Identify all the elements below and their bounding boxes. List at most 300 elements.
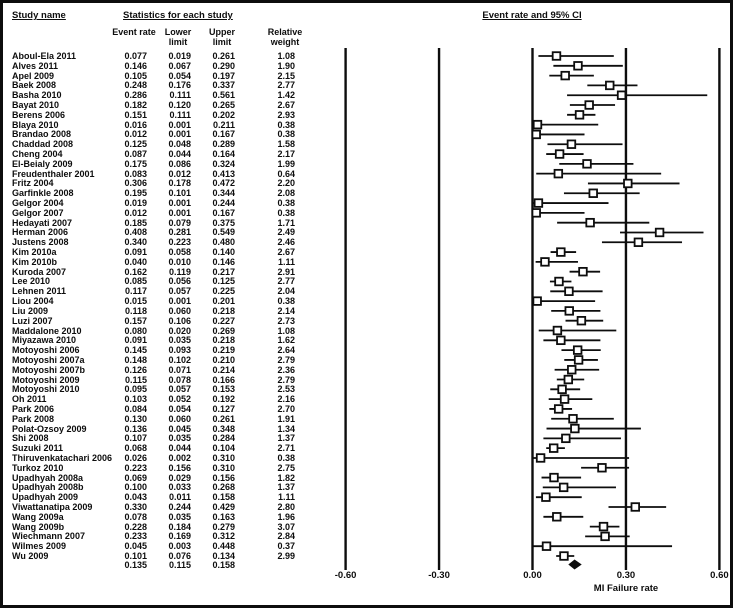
upper-limit-value: 0.310 <box>212 462 235 473</box>
event-rate-value: 0.118 <box>124 305 147 316</box>
upper-limit-value: 0.167 <box>212 129 235 140</box>
upper-limit-value: 0.310 <box>212 452 235 463</box>
lower-limit-value: 0.184 <box>168 521 191 532</box>
event-rate-value: 0.084 <box>124 403 147 414</box>
event-rate-marker <box>543 542 551 550</box>
event-rate-value: 0.080 <box>124 325 147 336</box>
lower-limit-value: 0.056 <box>168 276 191 287</box>
study-name: Bayat 2010 <box>12 100 60 111</box>
event-rate-value: 0.019 <box>124 198 147 209</box>
event-rate-value: 0.126 <box>124 364 147 375</box>
lower-limit-value: 0.035 <box>168 335 191 346</box>
upper-limit-value: 0.265 <box>212 100 235 111</box>
lower-limit-value: 0.111 <box>169 109 191 120</box>
event-rate-marker <box>574 62 582 70</box>
lower-limit-value: 0.101 <box>168 188 191 199</box>
event-rate-value: 0.012 <box>124 129 147 140</box>
event-rate-marker <box>618 91 626 99</box>
column-header-relative-weight: Relative weight <box>267 27 303 47</box>
upper-limit-value: 0.134 <box>212 551 235 561</box>
study-name: Berens 2006 <box>12 109 66 120</box>
lower-limit-value: 0.119 <box>168 266 191 277</box>
relative-weight-value: 2.79 <box>277 374 295 385</box>
study-name: Luzi 2007 <box>12 315 53 326</box>
upper-limit-value: 0.197 <box>212 70 235 81</box>
event-rate-marker <box>542 493 550 501</box>
relative-weight-value: 1.42 <box>277 90 295 101</box>
relative-weight-value: 2.46 <box>277 237 295 248</box>
study-name: Wiechmann 2007 <box>12 531 85 542</box>
upper-limit-value: 0.344 <box>212 188 235 199</box>
event-rate-marker <box>624 180 632 188</box>
relative-weight-value: 1.62 <box>277 335 295 346</box>
x-axis-label: MI Failure rate <box>593 583 659 594</box>
event-rate-marker <box>558 386 566 394</box>
lower-limit-value: 0.048 <box>168 139 191 150</box>
event-rate-value: 0.125 <box>124 139 147 150</box>
upper-limit-value: 0.167 <box>212 207 235 218</box>
lower-limit-value: 0.044 <box>168 443 191 454</box>
lower-limit-value: 0.076 <box>168 551 191 561</box>
relative-weight-value: 2.67 <box>277 100 295 111</box>
event-rate-marker <box>562 435 570 443</box>
study-name: Baek 2008 <box>12 80 57 91</box>
event-rate-marker <box>556 150 564 158</box>
event-rate-marker <box>560 552 568 560</box>
lower-limit-value: 0.120 <box>168 100 191 111</box>
relative-weight-value: 2.77 <box>277 80 295 91</box>
event-rate-value: 0.330 <box>124 501 147 512</box>
column-header-upper-limit: Upper limit <box>208 27 235 47</box>
x-axis-tick-label: -0.60 <box>334 570 357 581</box>
relative-weight-value: 0.38 <box>277 296 295 307</box>
study-name: Miyazawa 2010 <box>12 335 77 346</box>
event-rate-value: 0.095 <box>124 384 147 395</box>
event-rate-marker <box>583 160 591 168</box>
relative-weight-value: 2.75 <box>277 462 295 473</box>
event-rate-value: 0.083 <box>124 168 147 179</box>
event-rate-marker <box>561 395 569 403</box>
event-rate-marker <box>600 523 608 531</box>
event-rate-marker <box>555 405 563 413</box>
event-rate-value: 0.091 <box>124 335 147 346</box>
relative-weight-value: 2.17 <box>277 149 295 160</box>
upper-limit-value: 0.289 <box>212 139 235 150</box>
statistics-group-header: Statistics for each study <box>123 10 233 21</box>
lower-limit-value: 0.010 <box>168 256 191 267</box>
study-name: Upadhyah 2008a <box>12 472 84 483</box>
upper-limit-value: 0.158 <box>212 492 235 503</box>
study-name: Blaya 2010 <box>12 119 59 130</box>
event-rate-value: 0.012 <box>124 207 147 218</box>
study-name: Brandao 2008 <box>12 129 72 140</box>
study-name: Polat-Ozsoy 2009 <box>12 423 87 434</box>
relative-weight-value: 2.71 <box>277 443 295 454</box>
lower-limit-value: 0.281 <box>168 227 191 238</box>
upper-limit-value: 0.153 <box>212 384 235 395</box>
relative-weight-value: 1.82 <box>277 472 295 483</box>
lower-limit-value: 0.001 <box>168 198 191 209</box>
study-name: Viwattanatipa 2009 <box>12 501 93 512</box>
event-rate-marker <box>541 258 549 266</box>
lower-limit-value: 0.106 <box>168 315 191 326</box>
event-rate-marker <box>578 317 586 325</box>
event-rate-value: 0.016 <box>124 119 147 130</box>
lower-limit-value: 0.071 <box>168 364 191 375</box>
relative-weight-value: 2.20 <box>277 178 295 189</box>
upper-limit-value: 0.561 <box>212 90 235 101</box>
upper-limit-value: 0.324 <box>212 158 235 169</box>
lower-limit-value: 0.001 <box>168 296 191 307</box>
upper-limit-value: 0.261 <box>212 413 235 424</box>
study-name: Lehnen 2011 <box>12 286 67 297</box>
upper-limit-value: 0.104 <box>212 443 235 454</box>
plot-title: Event rate and 95% CI <box>482 10 582 21</box>
event-rate-marker <box>553 513 561 521</box>
relative-weight-value: 2.99 <box>277 551 295 561</box>
event-rate-marker <box>574 346 582 354</box>
event-rate-value: 0.175 <box>124 158 147 169</box>
event-rate-value: 0.107 <box>124 433 147 444</box>
study-name: Liou 2004 <box>12 296 54 307</box>
relative-weight-value: 2.49 <box>277 227 295 238</box>
relative-weight-value: 0.37 <box>277 541 295 552</box>
event-rate-value: 0.100 <box>124 482 147 493</box>
lower-limit-value: 0.035 <box>168 433 191 444</box>
study-name: Wu 2009 <box>12 551 49 561</box>
study-name: Alves 2011 <box>12 60 59 71</box>
event-rate-marker <box>553 52 561 60</box>
study-name: Kim 2010a <box>12 247 57 258</box>
study-name: Suzuki 2011 <box>12 443 64 454</box>
lower-limit-value: 0.086 <box>168 158 191 169</box>
study-name: Motoyoshi 2006 <box>12 345 80 356</box>
event-rate-value: 0.101 <box>124 551 147 561</box>
event-rate-marker <box>606 82 614 90</box>
event-rate-marker <box>550 444 558 452</box>
event-rate-value: 0.130 <box>124 413 147 424</box>
lower-limit-value: 0.093 <box>168 345 191 356</box>
lower-limit-value: 0.003 <box>168 541 191 552</box>
study-name: Fritz 2004 <box>12 178 54 189</box>
event-rate-value: 0.040 <box>124 256 147 267</box>
event-rate-value: 0.248 <box>124 80 147 91</box>
upper-limit-value: 0.140 <box>212 247 235 258</box>
study-name: Lee 2010 <box>12 276 51 287</box>
column-header-lower-limit: Lower limit <box>164 27 192 47</box>
event-rate-value: 0.185 <box>124 217 147 228</box>
event-rate-value: 0.145 <box>124 345 147 356</box>
relative-weight-value: 2.15 <box>277 70 295 81</box>
upper-limit-value: 0.201 <box>212 296 235 307</box>
lower-limit-value: 0.169 <box>168 531 191 542</box>
relative-weight-value: 2.14 <box>277 305 295 316</box>
event-rate-marker <box>601 533 609 541</box>
event-rate-value: 0.103 <box>124 394 147 405</box>
event-rate-value: 0.135 <box>124 559 147 570</box>
event-rate-marker <box>598 464 606 472</box>
event-rate-value: 0.182 <box>124 100 147 111</box>
event-rate-value: 0.043 <box>124 492 147 503</box>
column-header-event-rate: Event rate <box>112 27 156 37</box>
event-rate-value: 0.157 <box>124 315 147 326</box>
event-rate-marker <box>555 278 563 286</box>
event-rate-marker <box>635 238 643 246</box>
upper-limit-value: 0.219 <box>212 345 235 356</box>
event-rate-value: 0.026 <box>124 452 147 463</box>
event-rate-value: 0.077 <box>124 51 147 61</box>
lower-limit-value: 0.102 <box>168 354 191 365</box>
upper-limit-value: 0.549 <box>212 227 235 238</box>
upper-limit-value: 0.284 <box>212 433 235 444</box>
relative-weight-value: 2.36 <box>277 364 295 375</box>
event-rate-marker <box>561 72 569 80</box>
upper-limit-value: 0.127 <box>212 403 235 414</box>
event-rate-marker <box>656 229 664 237</box>
study-name-column-header: Study name <box>12 10 66 21</box>
relative-weight-value: 1.08 <box>277 325 295 336</box>
study-name: Chaddad 2008 <box>12 139 74 150</box>
upper-limit-value: 0.269 <box>212 325 235 336</box>
study-name: Garfinkle 2008 <box>12 188 74 199</box>
event-rate-value: 0.408 <box>124 227 147 238</box>
lower-limit-value: 0.178 <box>168 178 191 189</box>
event-rate-marker <box>550 474 558 482</box>
relative-weight-value: 3.07 <box>277 521 295 532</box>
upper-limit-value: 0.375 <box>212 217 235 228</box>
study-name: Motoyoshi 2007b <box>12 364 86 375</box>
event-rate-marker <box>532 209 540 217</box>
lower-limit-value: 0.011 <box>168 492 191 503</box>
upper-limit-value: 0.214 <box>212 364 235 375</box>
upper-limit-value: 0.202 <box>212 109 235 120</box>
event-rate-marker <box>576 111 584 119</box>
x-axis-tick-label: -0.30 <box>428 570 450 581</box>
event-rate-value: 0.286 <box>124 90 147 101</box>
event-rate-value: 0.105 <box>124 70 147 81</box>
upper-limit-value: 0.268 <box>212 482 235 493</box>
upper-limit-value: 0.413 <box>212 168 235 179</box>
study-name: Shi 2008 <box>12 433 49 444</box>
study-name: Kuroda 2007 <box>12 266 67 277</box>
study-name: Gelgor 2007 <box>12 207 64 218</box>
relative-weight-value: 2.93 <box>277 109 295 120</box>
lower-limit-value: 0.033 <box>168 482 191 493</box>
study-name: Freudenthaler 2001 <box>12 168 95 179</box>
lower-limit-value: 0.111 <box>169 90 191 101</box>
upper-limit-value: 0.261 <box>212 51 235 61</box>
event-rate-value: 0.306 <box>124 178 147 189</box>
relative-weight-value: 1.11 <box>277 256 295 267</box>
study-name: Motoyoshi 2007a <box>12 354 85 365</box>
upper-limit-value: 0.337 <box>212 80 235 91</box>
upper-limit-value: 0.218 <box>212 335 235 346</box>
lower-limit-value: 0.244 <box>168 501 191 512</box>
relative-weight-value: 0.38 <box>277 198 295 209</box>
upper-limit-value: 0.158 <box>212 559 235 570</box>
upper-limit-value: 0.348 <box>212 423 235 434</box>
event-rate-value: 0.340 <box>124 237 147 248</box>
event-rate-marker <box>537 454 545 462</box>
relative-weight-value: 2.77 <box>277 276 295 287</box>
upper-limit-value: 0.290 <box>212 60 235 71</box>
upper-limit-value: 0.217 <box>212 266 235 277</box>
lower-limit-value: 0.020 <box>168 325 191 336</box>
event-rate-marker <box>532 131 540 139</box>
lower-limit-value: 0.002 <box>168 452 191 463</box>
study-name: Basha 2010 <box>12 90 62 101</box>
relative-weight-value: 2.70 <box>277 403 295 414</box>
event-rate-marker <box>589 189 597 197</box>
relative-weight-value: 1.96 <box>277 511 295 522</box>
upper-limit-value: 0.211 <box>212 119 235 130</box>
event-rate-value: 0.151 <box>124 109 147 120</box>
upper-limit-value: 0.166 <box>212 374 235 385</box>
lower-limit-value: 0.176 <box>168 80 191 91</box>
event-rate-marker <box>579 268 587 276</box>
relative-weight-value: 2.16 <box>277 394 295 405</box>
study-name: Liu 2009 <box>12 305 49 316</box>
event-rate-value: 0.068 <box>124 443 147 454</box>
lower-limit-value: 0.057 <box>168 286 191 297</box>
event-rate-marker <box>534 121 542 129</box>
upper-limit-value: 0.164 <box>212 149 235 160</box>
study-name: Motoyoshi 2009 <box>12 374 80 385</box>
event-rate-marker <box>554 327 562 335</box>
relative-weight-value: 2.79 <box>277 354 295 365</box>
relative-weight-value: 1.34 <box>277 423 295 434</box>
lower-limit-value: 0.054 <box>168 403 191 414</box>
event-rate-value: 0.228 <box>124 521 147 532</box>
lower-limit-value: 0.223 <box>168 237 191 248</box>
lower-limit-value: 0.067 <box>168 60 191 71</box>
upper-limit-value: 0.156 <box>212 472 235 483</box>
upper-limit-value: 0.312 <box>212 531 235 542</box>
event-rate-marker <box>565 287 573 295</box>
lower-limit-value: 0.052 <box>168 394 191 405</box>
event-rate-value: 0.085 <box>124 276 147 287</box>
x-axis-tick-label: 0.60 <box>710 570 729 581</box>
x-axis-tick-label: 0.00 <box>523 570 542 581</box>
event-rate-marker <box>557 337 565 345</box>
upper-limit-value: 0.163 <box>212 511 235 522</box>
relative-weight-value: 2.64 <box>277 345 295 356</box>
lower-limit-value: 0.115 <box>168 559 191 570</box>
x-axis-tick-label: 0.30 <box>616 570 636 581</box>
forest-plot-canvas <box>3 3 733 608</box>
study-name: Park 2006 <box>12 403 55 414</box>
event-rate-value: 0.091 <box>124 247 147 258</box>
event-rate-marker <box>575 356 583 364</box>
lower-limit-value: 0.058 <box>168 247 191 258</box>
lower-limit-value: 0.001 <box>168 119 191 130</box>
study-name: Thiruvenkatachari 2006 <box>12 452 113 463</box>
lower-limit-value: 0.079 <box>168 217 191 228</box>
upper-limit-value: 0.227 <box>212 315 235 326</box>
event-rate-value: 0.115 <box>124 374 147 385</box>
relative-weight-value: 2.73 <box>277 315 295 326</box>
lower-limit-value: 0.156 <box>168 462 191 473</box>
lower-limit-value: 0.057 <box>168 384 191 395</box>
relative-weight-value: 1.11 <box>277 492 295 503</box>
study-name: Oh 2011 <box>12 394 47 405</box>
lower-limit-value: 0.035 <box>168 511 191 522</box>
relative-weight-value: 2.08 <box>277 188 295 199</box>
lower-limit-value: 0.012 <box>168 168 191 179</box>
lower-limit-value: 0.045 <box>168 423 191 434</box>
lower-limit-value: 0.001 <box>168 129 191 140</box>
study-name: Kim 2010b <box>12 256 58 267</box>
upper-limit-value: 0.218 <box>212 305 235 316</box>
upper-limit-value: 0.429 <box>212 501 235 512</box>
relative-weight-value: 1.99 <box>277 158 295 169</box>
lower-limit-value: 0.060 <box>168 413 191 424</box>
event-rate-value: 0.195 <box>124 188 147 199</box>
study-name: Turkoz 2010 <box>12 462 64 473</box>
event-rate-marker <box>555 170 563 178</box>
event-rate-value: 0.069 <box>124 472 147 483</box>
upper-limit-value: 0.225 <box>212 286 235 297</box>
study-name: Gelgor 2004 <box>12 198 64 209</box>
event-rate-value: 0.233 <box>124 531 147 542</box>
relative-weight-value: 2.84 <box>277 531 295 542</box>
relative-weight-value: 1.58 <box>277 139 295 150</box>
upper-limit-value: 0.146 <box>212 256 235 267</box>
event-rate-marker <box>569 415 577 423</box>
study-name: Upadhyah 2008b <box>12 482 84 493</box>
relative-weight-value: 1.91 <box>277 413 295 424</box>
relative-weight-value: 1.37 <box>277 433 295 444</box>
lower-limit-value: 0.019 <box>168 51 191 61</box>
event-rate-marker <box>585 101 593 109</box>
relative-weight-value: 0.64 <box>277 168 295 179</box>
upper-limit-value: 0.210 <box>212 354 235 365</box>
event-rate-marker <box>560 484 568 492</box>
study-name: Wang 2009a <box>12 511 64 522</box>
event-rate-marker <box>565 376 573 384</box>
study-name: Motoyoshi 2010 <box>12 384 80 395</box>
event-rate-marker <box>568 366 576 374</box>
event-rate-marker <box>571 425 579 433</box>
event-rate-marker <box>557 248 565 256</box>
relative-weight-value: 2.04 <box>277 286 295 297</box>
relative-weight-value: 2.91 <box>277 266 295 277</box>
event-rate-marker <box>631 503 639 511</box>
lower-limit-value: 0.044 <box>168 149 191 160</box>
relative-weight-value: 2.67 <box>277 247 295 258</box>
study-name: Herman 2006 <box>12 227 69 238</box>
summary-diamond <box>568 560 581 570</box>
relative-weight-value: 1.71 <box>277 217 295 228</box>
event-rate-value: 0.087 <box>124 149 147 160</box>
event-rate-value: 0.136 <box>124 423 147 434</box>
event-rate-value: 0.045 <box>124 541 147 552</box>
study-name: Wilmes 2009 <box>12 541 66 552</box>
relative-weight-value: 2.53 <box>277 384 295 395</box>
lower-limit-value: 0.078 <box>168 374 191 385</box>
study-name: Aboul-Ela 2011 <box>12 51 77 61</box>
event-rate-marker <box>535 199 543 207</box>
relative-weight-value: 1.08 <box>277 51 295 61</box>
event-rate-value: 0.117 <box>124 286 147 297</box>
upper-limit-value: 0.125 <box>212 276 235 287</box>
upper-limit-value: 0.472 <box>212 178 235 189</box>
study-name: Park 2008 <box>12 413 55 424</box>
upper-limit-value: 0.244 <box>212 198 235 209</box>
upper-limit-value: 0.279 <box>212 521 235 532</box>
relative-weight-value: 0.38 <box>277 207 295 218</box>
lower-limit-value: 0.029 <box>168 472 191 483</box>
